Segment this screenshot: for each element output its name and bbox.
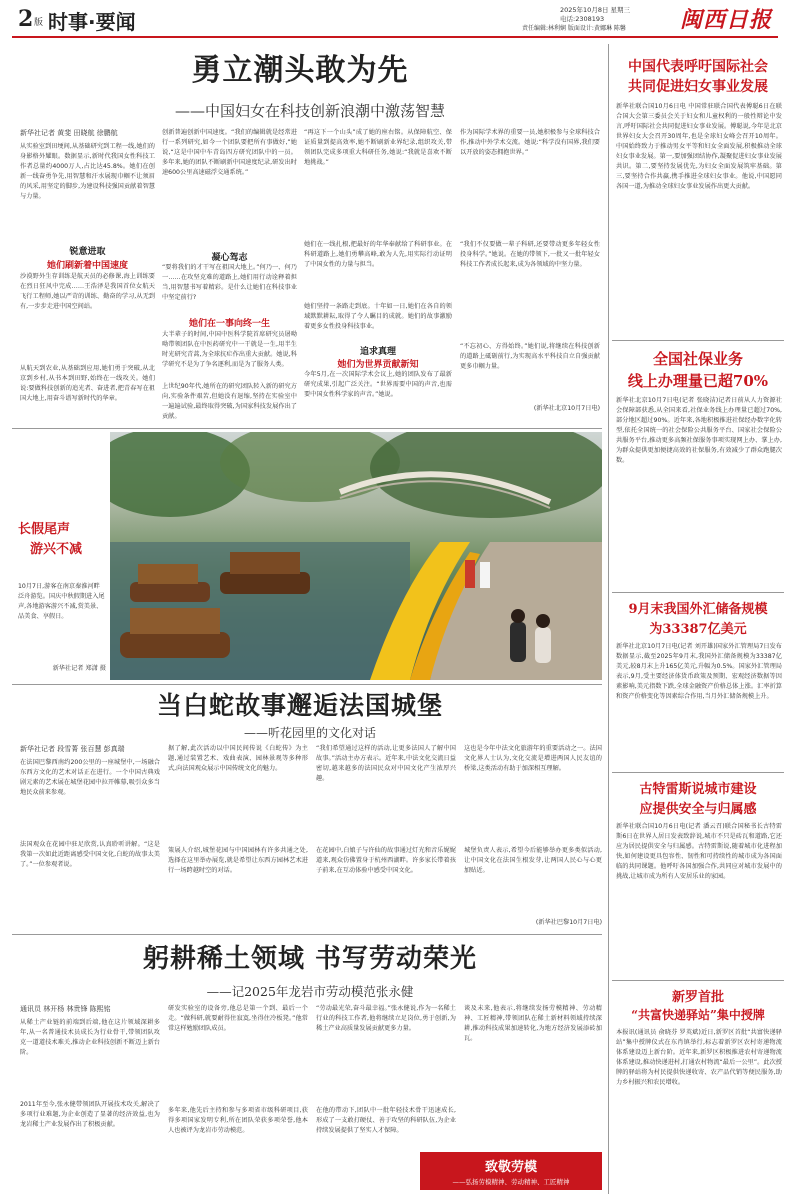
side2-text: 新华社北京10月7日电(记者 张晓洁)记者日前从人力资源社会保障部获悉,从全国来看,社保业务线上办理量已超过70%,部分地区超过90%。近年来,各地积极推进社保经办数字化转型,依托全国统一的社会保险公共服务平台、国家社会保险公共服务平台,推动更多高频社保服务事项实现网上办、掌上办,为群众提供更加便捷高效的社保服务,有效减少了群众跑腿次数。 [616, 397, 782, 464]
article1-subhead-1: 锐意进取 [69, 247, 106, 257]
article1-title: 勇立潮头敢为先 [191, 53, 409, 88]
article3-subtitle: ——记2025年龙岩市劳动模范张永健 [206, 984, 414, 999]
article1-col2b: “要将我们的才干写在祖国大地上。”何乃一、何乃一……在攻坚克难的道路上,她们用行动诠释着担当,用智慧书写着精彩。是什么让她们在科技事业中坚定前行? [162, 264, 297, 301]
article1-col4c: “不忘初心、方得始终。”她们说,将继续在科技创新的道路上砥砺前行,为实现高水平科技自立自强贡献更多巾帼力量。 [460, 343, 600, 370]
side1-bottom-rule [612, 340, 784, 341]
photo1-credit: 新华社记者 郑潇 摄 [52, 665, 106, 672]
masthead-phone: 电话:2308193 [560, 15, 605, 23]
photo1-boat-scene [110, 432, 602, 680]
article2-top-rule [12, 684, 602, 685]
article3-col2: 研发实验室的设备旁,他总是第一个到、最后一个走。“做科研,就要耐得住寂寞,坐得住冷板凳。”他常常这样勉励团队成员。 [168, 1005, 308, 1032]
side3-bottom-rule [612, 772, 784, 773]
article1-col4: 作为国际学术界的重要一员,她积极参与全球科技合作,推动中外学术交流。她说:“科学没有国界,我们要以开放的姿态拥抱世界。” [460, 129, 600, 156]
side4-bottom-rule [612, 980, 784, 981]
article1-col1b: 沙漠野外生存训练是航天员的必修课,海上训练要在烈日狂风中完成……王浩泽是我国首位女航天飞行工程师,她以严苛的训练、勤奋的学习,从无到有,一步步走进中国空间站。 [20, 273, 155, 310]
article2-col3: “我们希望通过这样的活动,让更多法国人了解中国故事。”活动主办方表示。近年来,中法文化交流日益密切,越来越多的法国民众对中国文化产生浓厚兴趣。 [316, 745, 456, 782]
masthead-date: 2025年10月8日 星期三 [560, 6, 631, 14]
side2-title-2: 线上办理量已超70% [627, 372, 769, 390]
article2-col2b: 策展人介绍,城堡花园与中国园林有许多共通之处,选择在这里举办展览,就是希望让东西方园林艺术进行一场跨越时空的对话。 [168, 847, 308, 874]
article3-banner-title: 致敬劳模 [484, 1160, 537, 1175]
side3-text: 新华社北京10月7日电(记者 刘开雄)国家外汇管理局7日发布数据显示,截至2025年9月末,我国外汇储备规模为33387亿美元,较8月末上升165亿美元,升幅为0.5%。国家外汇管理局表示,9月,受主要经济体货币政策及预期、宏观经济数据等因素影响,美元指数下跌,全球金融资产价格总体上涨。汇率折算和资产价格变化等因素综合作用,当月外汇储备规模上升。 [616, 643, 782, 700]
newspaper-logo: 闽西日报 [680, 7, 773, 33]
masthead-editors: 责任编辑:林利娴 版面设计:黄娜琳 陈馨 [522, 25, 626, 32]
side4-text: 新华社联合国10月6日电(记者 潘云召)联合国秘书长古特雷斯6日在世界人居日发表致辞说,城市不只是砖瓦和道路,它还应为居民提供安全与归属感。古特雷斯说,随着城市化进程加快,如何建设更具包容性、韧性和可持续性的城市成为各国面临的共同课题。他呼吁各国加强合作,共同应对城市发展中的挑战,让城市成为所有人安居乐业的家园。 [616, 823, 782, 880]
article2-subtitle: ——听花园里的文化对话 [243, 726, 376, 740]
masthead-rule [12, 36, 778, 38]
article1-col3: “再这下一个山头”成了她的座右铭。从保障航空、保证质量到提高效率,她不断刷新业界纪录,组织攻关,带领团队完成多项重大科研任务,她说:“我就是喜欢不断地挑战。” [304, 129, 452, 166]
article3-byline: 通讯员 林开杨 林贵锋 陈熙铭 [20, 1005, 111, 1013]
side3-title-1: 9月末我国外汇储备规模 [628, 602, 768, 617]
article1-subhead-4: 追求真理 [359, 347, 396, 357]
side4-title-2: 应提供安全与归属感 [639, 802, 757, 817]
article3-top-rule [12, 934, 602, 935]
side1-title-2: 共同促进妇女事业发展 [628, 79, 768, 95]
side5-title-2: “共富快递驿站”集中授牌 [631, 1008, 765, 1022]
article1-col1: 从实验室到田埂间,从基础研究到工程一线,她们的身影格外耀眼。数据显示,新时代我国女性科技工作者总量约4000万人,占比达45.8%。她们在创新一线奋勇争先,用智慧和汗水展现巾帼不让须眉的风采,用坚定的脚步,为建设科技强国贡献着智慧与力量。 [20, 143, 155, 200]
side4-title-1: 古特雷斯说城市建设 [639, 782, 757, 797]
article2-col2: 据了解,此次活动以中国民间传说《白蛇传》为主题,通过装置艺术、戏曲表演、园林景观等多种形式,向法国观众展示中国传统文化的魅力。 [168, 745, 308, 772]
article1-byline: 新华社记者 黄斐 田晓航 徐鹏航 [20, 129, 118, 137]
article1-col2c: 大半辈子的时间,中国中医科学院首席研究员屠呦呦带领团队在中医药研究中一干就是一生,用半生时光研究青蒿,为全球抗疟作出重大贡献。她说,科学研究不是为了争名逐利,而是为了服务人类。 [162, 331, 297, 368]
side5-text: 本报讯(通讯员 俞晓芬 罗英斌)近日,新罗区首批“共富快递驿站”集中授牌仪式在东肖镇举行,标志着新罗区农村寄递物流体系建设迈上新台阶。近年来,新罗区积极推进农村寄递物流体系建设,推动快递进村,打通农村物流“最后一公里”。此次授牌的驿站将为村民提供快递收寄、农产品代销等便民服务,助力乡村振兴和农民增收。 [616, 1029, 782, 1086]
section-title: 时事·要闻 [48, 10, 136, 34]
article1-subhead-5: 她们为世界贡献新知 [337, 360, 419, 370]
photo1-top-rule [12, 428, 602, 429]
article1-col2: 创新普遍创新中国速度。“我们的编辑就是经常进行一系列研究,如今一个团队要把所有事做好,”她说,“这是中国中车青岛四方研究团队中的一员。多年来,她的团队不断刷新中国速度纪录,研发出时速600公里高速磁浮交通系统。” [162, 129, 297, 176]
article3-col1b: 2011年至今,张永健带领团队开展技术攻关,解决了多项行业难题,为企业创造了显著的经济效益,也为龙岩稀土产业发展作出了积极贡献。 [20, 1101, 160, 1128]
article2-col3b: 在花园中,白娘子与许仙的故事通过灯光和音乐娓娓道来,观众仿佛置身于杭州西湖畔。许多家长带着孩子前来,在互动体验中感受中国文化。 [316, 847, 456, 874]
article1-subtitle: ——中国妇女在科技创新浪潮中激荡智慧 [174, 102, 445, 120]
article1-col4b: “我们不仅要做一辈子科研,还要带动更多年轻女性投身科学。”她说。在她的带领下,一批又一批年轻女科技工作者成长起来,成为各领域的中坚力量。 [460, 241, 600, 268]
page-suffix: 版 [34, 18, 44, 28]
article3-banner [420, 1152, 602, 1190]
article3-title: 躬耕稀土领域 书写劳动荣光 [142, 944, 478, 974]
photo1-title-2: 游兴不减 [30, 542, 83, 557]
photo1-illustration [110, 432, 602, 680]
page-number: 2 [18, 6, 34, 32]
photo1-caption: 10月7日,游客在南京秦淮河畔泛舟游览。国庆中秋假期进入尾声,各地游客游兴不减,赏美景、品美食、享假日。 [18, 583, 105, 620]
article2-byline: 新华社记者 段雪菁 张百慧 彭真瑞 [20, 745, 125, 753]
article1-col3c: 她们坚持一条路走到底。十年如一日,她们在各自的领域默默耕耘,取得了令人瞩目的成就。她们的故事激励着更多女性投身科技事业。 [304, 303, 452, 330]
article3-col3: “劳动最光荣,奋斗最幸福。”张永健说,作为一名稀土行业的科技工作者,他将继续立足岗位,勇于创新,为稀土产业高质量发展贡献更多力量。 [316, 1005, 456, 1032]
article2-title: 当白蛇故事邂逅法国城堡 [156, 691, 443, 720]
article3-col2b: 多年来,他先后主持和参与多项省市级科研项目,获得多项国家发明专利,所在团队荣获多项荣誉,他本人也被评为龙岩市劳动模范。 [168, 1107, 308, 1134]
article2-col1: 在法国巴黎西南约200公里的一座城堡中,一场融合东西方文化的艺术对话正在进行。一个中国古典戏剧元素的艺术展在城堡花园中拉开帷幕,吸引众多当地民众前来参观。 [20, 759, 160, 796]
article1-source: (新华社北京10月7日电) [533, 405, 600, 412]
side1-title-1: 中国代表呼吁国际社会 [628, 59, 768, 75]
main-side-divider [608, 44, 609, 1194]
masthead [0, 0, 790, 36]
article1-col2d: 上世纪90年代,她所在的研究团队转入新的研究方向,实验条件艰苦,但她没有退缩,坚持在实验室中一遍遍试验,最终取得突破,为国家科技发展作出了贡献。 [162, 383, 297, 420]
article1-subhead-0: 她们刷新着中国速度 [46, 261, 128, 271]
article1-col3b: 她们在一线扎根,把最好的年华奉献给了科研事业。在科研道路上,她们勇攀高峰,敢为人先,用实际行动证明了中国女性的力量与担当。 [304, 241, 452, 268]
side5-title-1: 新罗首批 [671, 990, 724, 1005]
article3-col1: 从稀土产业链的前端到后端,他在这片领域深耕多年,从一名普通技术员成长为行业骨干,带领团队攻克一道道技术难关,推动企业科技创新不断迈上新台阶。 [20, 1019, 160, 1056]
article2-col1b: 法国观众在花园中驻足欣赏,认真聆听讲解。“这是我第一次如此近距离感受中国文化,白蛇的故事太美了。”一位参观者说。 [20, 841, 160, 868]
side2-bottom-rule [612, 592, 784, 593]
side1-text: 新华社联合国10月6日电 中国常驻联合国代表傅聪6日在联合国大会第三委员会关于妇女和儿童权利的一般性辩论中发言,呼吁国际社会共同促进妇女事业发展。傅聪说,今年是北京世界妇女大会召开30周年,也是全球妇女峰会召开10周年。中国始终致力于推动男女平等和妇女全面发展,积极推动全球妇女事业发展。第一,要加强团结协作,凝聚促进妇女事业发展共识。第二,要坚持发展优先,为妇女全面发展筑牢基础。第三,要坚持合作共赢,携手推进全球妇女事业。他说,中国愿同各国一道,为推动全球妇女事业发展作出更大贡献。 [616, 103, 782, 190]
article2-col4: 这也是今年中法文化旅游年的重要活动之一。法国文化界人士认为,文化交流是增进两国人民友谊的桥梁,这类活动有助于加深相互理解。 [464, 745, 602, 772]
photo1-title-1: 长假尾声 [18, 522, 71, 537]
side2-title-1: 全国社保业务 [652, 350, 743, 368]
article3-col4: 谈及未来,他表示,将继续发扬劳模精神、劳动精神、工匠精神,带领团队在稀土新材料领域持续深耕,推动科技成果加速转化,为地方经济发展添砖加瓦。 [464, 1005, 602, 1042]
side3-title-2: 为33387亿美元 [649, 622, 747, 637]
article3-banner-subtitle: ——弘扬劳模精神、劳动精神、工匠精神 [452, 1178, 570, 1186]
article1-subhead-3: 凝心驾志 [211, 253, 248, 263]
article1-subhead-2: 她们在一事向终一生 [188, 319, 270, 329]
article2-col4b: 城堡负责人表示,希望今后能够举办更多类似活动,让中国文化在法国生根发芽,让两国人民心与心更加贴近。 [464, 847, 602, 874]
article1-col1c: 从航天到农业,从基础到应用,她们勇于突破,从北京到乡村,从书本到田野,始终在一线攻关。她们说:要做科技创新的追光者、奋进者,把青春写在祖国大地上,用奋斗谱写新时代的华章。 [20, 365, 155, 402]
article1-col3d: 今年5月,在一次国际学术会议上,她的团队发布了最新研究成果,引起广泛关注。“世界需要中国的声音,也需要中国女性科学家的声音。”她说。 [304, 371, 452, 398]
article2-source: (新华社巴黎10月7日电) [535, 919, 602, 926]
article3-col3b: 在他的带动下,团队中一批年轻技术骨干迅速成长,形成了一支敢打硬仗、善于攻坚的科研队伍,为企业持续发展提供了坚实人才保障。 [316, 1107, 456, 1134]
